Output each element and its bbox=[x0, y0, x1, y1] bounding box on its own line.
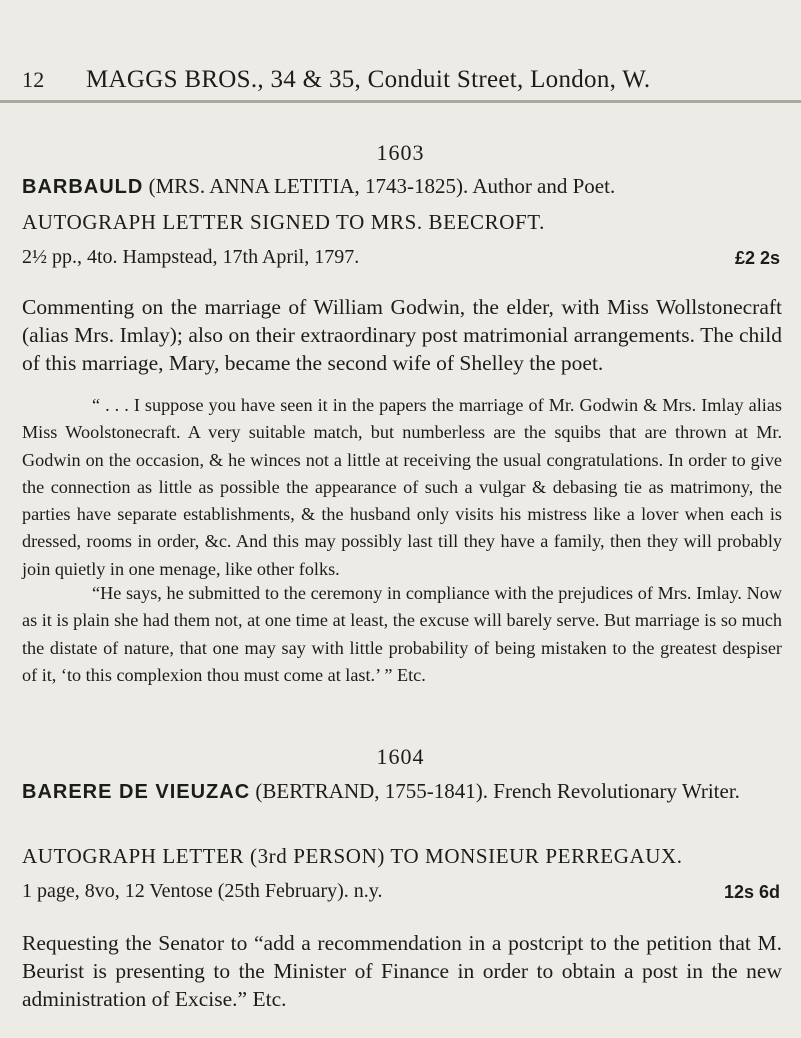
letter-quote: “ . . . I suppose you have seen it in the papers the marriage of Mr. Godwin & Mrs. Imlay alias Miss Woolstonecraft. A very suitable match, but numberless are the squibs that are thrown at Mr. Godwin on the occasion, & he winces not a little at receiving the usual congratulations. In order to give the connection as little as possible the appearance of such a vulgar & debasing tie as matrimony, the parties have separate establishments, & the husband only visits his mistress like a lover when each is dressed, rooms in order, &c. And this may possibly last till they have a family, then they will probably join quietly in one menage, like other folks. bbox=[22, 395, 782, 579]
item-description: 1 page, 8vo, 12 Ventose (25th February). n.y. bbox=[22, 880, 383, 902]
lot-number: 1604 bbox=[376, 744, 425, 769]
page-number: 12 bbox=[22, 67, 45, 92]
item-subtitle: AUTOGRAPH LETTER (3rd PERSON) TO MONSIEUR PERREGAUX. bbox=[22, 844, 683, 868]
author-name: BARBAULD bbox=[22, 176, 144, 198]
letter-quote: “He says, he submitted to the ceremony in compliance with the prejudices of Mrs. Imlay. Now as it is plain she had them not, at one time at least, the excuse will barely serve. But marriage is so much the distate of nature, that one may say with little probability of being mistaken to the greatest despiser of it, ‘to this complexion thou must come at last.’ ” Etc. bbox=[22, 583, 782, 685]
lot-number: 1603 bbox=[376, 140, 425, 165]
lot-price: 12s 6d bbox=[723, 882, 780, 902]
running-title: MAGGS BROS., 34 & 35, Conduit Street, London, W. bbox=[86, 66, 651, 93]
author-name: BARERE DE VIEUZAC bbox=[22, 781, 251, 803]
lot-price: £2 2s bbox=[734, 248, 780, 268]
item-description: 2½ pp., 4to. Hampstead, 17th April, 1797. bbox=[22, 246, 360, 268]
lot-summary: Commenting on the marriage of William Godwin, the elder, with Miss Wollstonecraft (alias Mrs. Imlay); also on their extraordinary post matrimonial arrangements. The child of this marriage, Mary, became the second wife of Shelley the poet. bbox=[22, 295, 782, 375]
lot-summary: Requesting the Senator to “add a recommendation in a postcript to the petition that M. Beurist is presenting to the Minister of Finance in order to obtain a post in the new administration of Excise.” Etc. bbox=[22, 931, 782, 1011]
lot-title bbox=[22, 776, 782, 807]
lot-title bbox=[22, 171, 782, 202]
item-subtitle: AUTOGRAPH LETTER SIGNED TO MRS. BEECROFT. bbox=[22, 210, 546, 234]
author-details: (MRS. ANNA LETITIA, 1743-1825). Author and Poet. bbox=[143, 174, 616, 198]
page-header bbox=[22, 66, 782, 94]
header-rule bbox=[0, 100, 801, 103]
author-details: (BERTRAND, 1755-1841). French Revolutionary Writer. bbox=[250, 779, 740, 803]
